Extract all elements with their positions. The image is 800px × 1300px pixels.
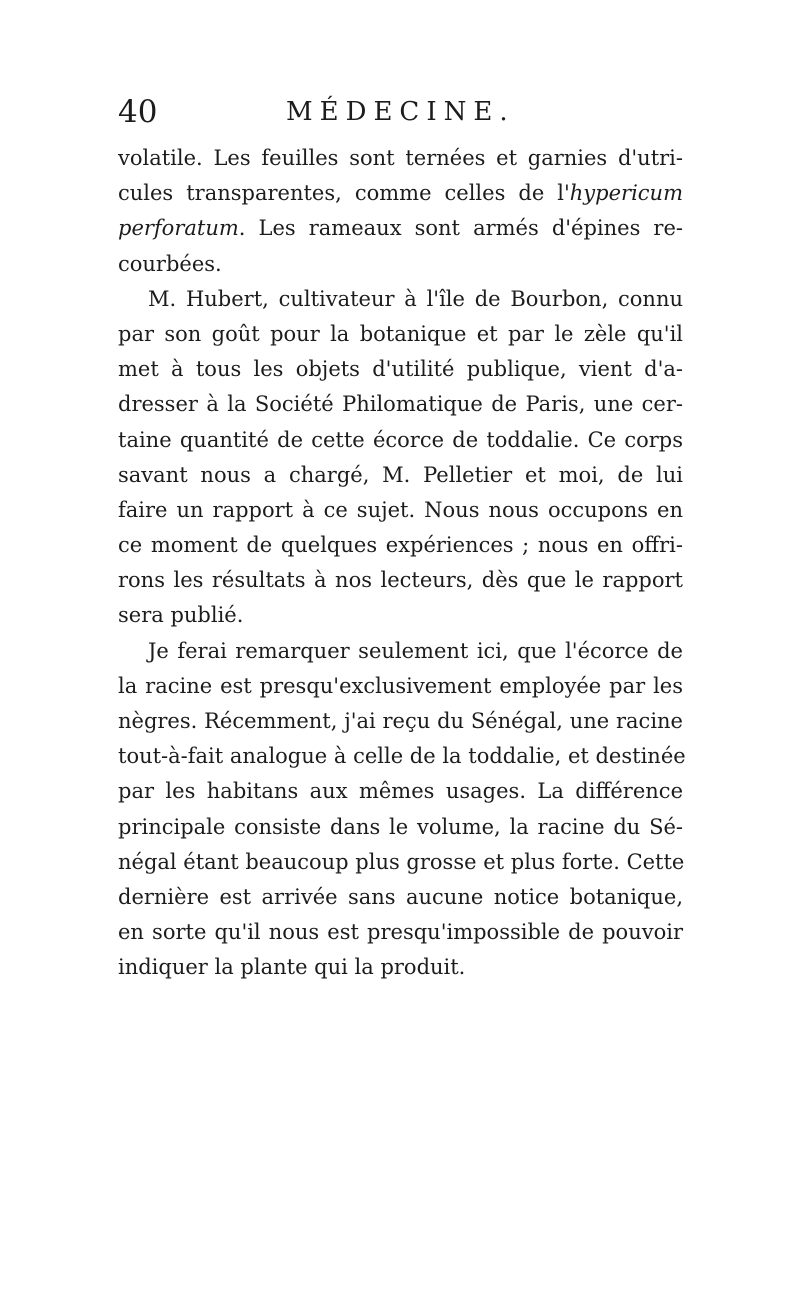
text-line: rons les résultats à nos lecteurs, dès que le rapport [118, 568, 683, 593]
text-line: dernière est arrivée sans aucune notice botanique, [118, 884, 683, 909]
running-title: MÉDECINE. [286, 97, 515, 127]
text-line: tout-à-fait analogue à celle de la toddalie, et destinée [118, 744, 686, 769]
text-line: cules transparentes, comme celles de l'hypericum [118, 181, 683, 206]
text-line: en sorte qu'il nous est presqu'impossible de pouvoir [118, 920, 683, 945]
text-line: Je ferai remarquer seulement ici, que l'écorce de [148, 638, 683, 663]
text-line: indiquer la plante qui la produit. [118, 955, 466, 980]
text-line: la racine est presqu'exclusivement employée par les [118, 673, 683, 698]
text-line: sera publié. [118, 603, 244, 628]
page-header [118, 92, 683, 132]
text-line: taine quantité de cette écorce de toddalie. Ce corps [118, 427, 683, 452]
text-line: par son goût pour la botanique et par le zèle qu'il [118, 321, 683, 346]
body-text [118, 141, 686, 986]
text-line: nègres. Récemment, j'ai reçu du Sénégal, une racine [118, 709, 683, 733]
text-line: volatile. Les feuilles sont ternées et garnies d'utri- [118, 146, 683, 170]
text-line: savant nous a chargé, M. Pelletier et moi, de lui [118, 462, 683, 487]
text-line: met à tous les objets d'utilité publique, vient d'a- [118, 357, 683, 382]
text-line: M. Hubert, cultivateur à l'île de Bourbon, connu [148, 286, 683, 311]
text-line: négal étant beaucoup plus grosse et plus forte. Cette [118, 849, 685, 874]
text-line: ce moment de quelques expériences ; nous en offri- [118, 533, 683, 558]
text-line: courbées. [118, 251, 222, 276]
text-line: par les habitans aux mêmes usages. La différence [118, 779, 683, 804]
text-line: perforatum. Les rameaux sont armés d'épines re- [118, 216, 683, 241]
page-number: 40 [118, 94, 158, 130]
text-line: dresser à la Société Philomatique de Paris, une cer- [118, 392, 683, 417]
text-line: principale consiste dans le volume, la racine du Sé- [118, 814, 683, 839]
text-line: faire un rapport à ce sujet. Nous nous occupons en [118, 497, 683, 522]
